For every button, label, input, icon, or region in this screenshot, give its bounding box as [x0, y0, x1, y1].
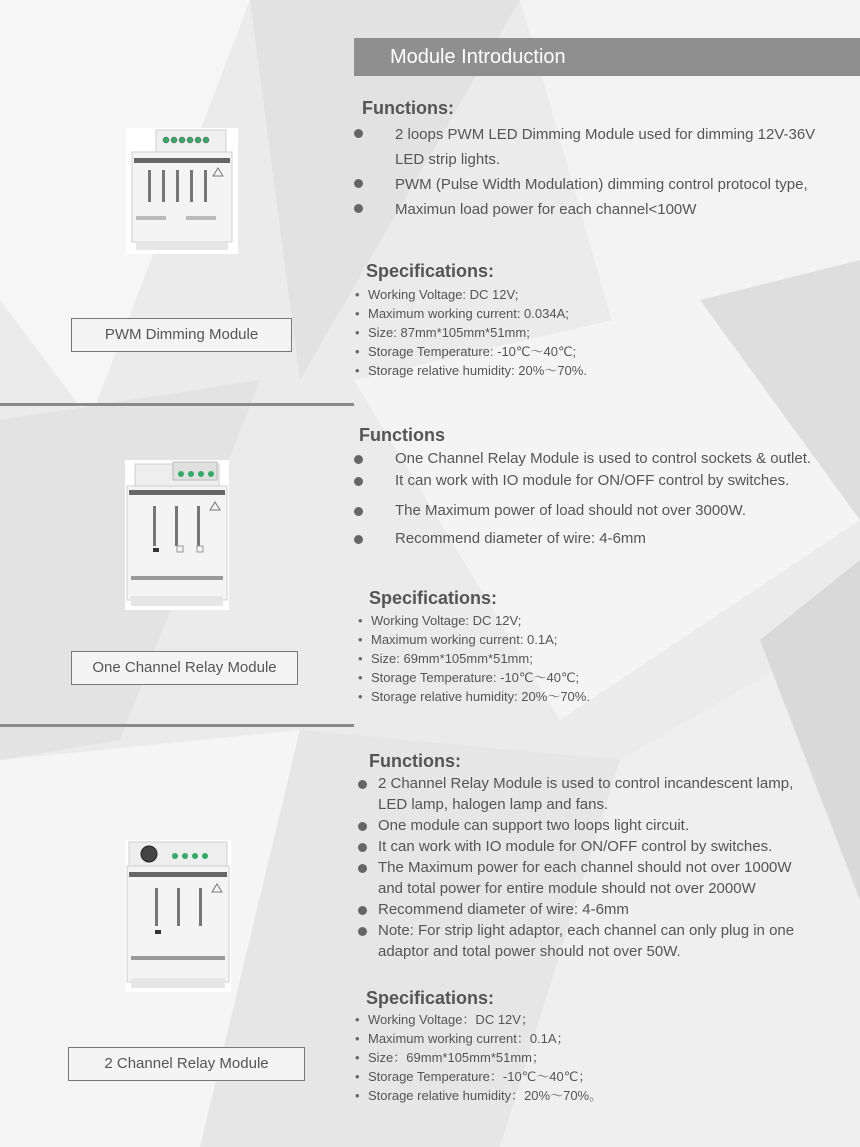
function-item: The Maximum power for each channel should not over 1000W and total power for entire module should not over 2000W	[358, 857, 808, 899]
spec-item: • Maximum working current: 0.1A;	[358, 630, 590, 649]
functions-title: Functions:	[369, 751, 461, 771]
function-item: It can work with IO module for ON/OFF control by switches.	[358, 836, 808, 857]
one-channel-relay-label-box	[71, 651, 298, 685]
spec-item: • Storage Temperature: -10℃～40℃;	[355, 342, 587, 361]
banner-title: Module Introduction	[390, 46, 566, 68]
functions-list	[354, 448, 854, 550]
spec-item: • Working Voltage: DC 12V;	[355, 285, 587, 304]
two-channel-relay-illustration	[125, 840, 231, 992]
spec-item: • Storage Temperature：-10℃～40℃；	[355, 1067, 602, 1086]
module-label: PWM Dimming Module	[104, 326, 259, 343]
spec-item: • Storage relative humidity: 20%～70%.	[355, 361, 587, 380]
two-channel-relay-photo	[125, 840, 231, 992]
specifications-title: Specifications:	[369, 588, 498, 608]
one-channel-relay-illustration	[125, 460, 229, 610]
function-item: It can work with IO module for ON/OFF control by switches.	[354, 470, 854, 500]
functions-title: Functions:	[362, 98, 454, 118]
specifications-list	[358, 611, 590, 706]
specifications-list	[355, 1010, 602, 1105]
function-item: Recommend diameter of wire: 4-6mm	[354, 528, 854, 550]
two-channel-relay-label-box	[68, 1047, 305, 1081]
specifications-title: Specifications:	[366, 988, 495, 1008]
spec-item: • Storage Temperature: -10℃～40℃;	[358, 668, 590, 687]
function-item: 2 loops PWM LED Dimming Module used for dimming 12V-36V LED strip lights.	[354, 122, 824, 172]
function-item: Recommend diameter of wire: 4-6mm	[358, 899, 808, 920]
pwm-module-photo	[126, 128, 238, 254]
spec-item: • Maximum working current: 0.034A;	[355, 304, 587, 323]
function-item: Maximun load power for each channel<100W	[354, 197, 824, 222]
function-item: The Maximum power of load should not over 3000W.	[354, 500, 854, 528]
function-item: PWM (Pulse Width Modulation) dimming control protocol type,	[354, 172, 824, 197]
functions-list	[358, 773, 808, 962]
spec-item: • Maximum working current：0.1A；	[355, 1029, 602, 1048]
spec-item: • Size：69mm*105mm*51mm；	[355, 1048, 602, 1067]
spec-item: • Size: 69mm*105mm*51mm;	[358, 649, 590, 668]
specifications-list	[355, 285, 587, 380]
spec-item: • Storage relative humidity：20%～70%。	[355, 1086, 602, 1105]
specifications-title: Specifications:	[366, 261, 495, 281]
one-channel-relay-photo	[125, 460, 229, 610]
module-label: One Channel Relay Module	[92, 659, 277, 676]
section-divider	[0, 724, 354, 727]
function-item: 2 Channel Relay Module is used to control incandescent lamp, LED lamp, halogen lamp and fans.	[358, 773, 808, 815]
spec-item: • Working Voltage: DC 12V;	[358, 611, 590, 630]
section-banner	[354, 38, 860, 76]
spec-item: • Working Voltage：DC 12V；	[355, 1010, 602, 1029]
section-divider	[0, 403, 354, 406]
functions-title: Functions	[359, 425, 445, 445]
function-item: One Channel Relay Module is used to control sockets & outlet.	[354, 448, 854, 470]
function-item: One module can support two loops light circuit.	[358, 815, 808, 836]
spec-item: • Size: 87mm*105mm*51mm;	[355, 323, 587, 342]
function-item: Note: For strip light adaptor, each channel can only plug in one adaptor and total power should not over 50W.	[358, 920, 808, 962]
pwm-module-label-box	[71, 318, 292, 352]
pwm-module-illustration	[126, 128, 238, 254]
functions-list	[354, 122, 824, 222]
module-label: 2 Channel Relay Module	[104, 1055, 269, 1072]
spec-item: • Storage relative humidity: 20%～70%.	[358, 687, 590, 706]
